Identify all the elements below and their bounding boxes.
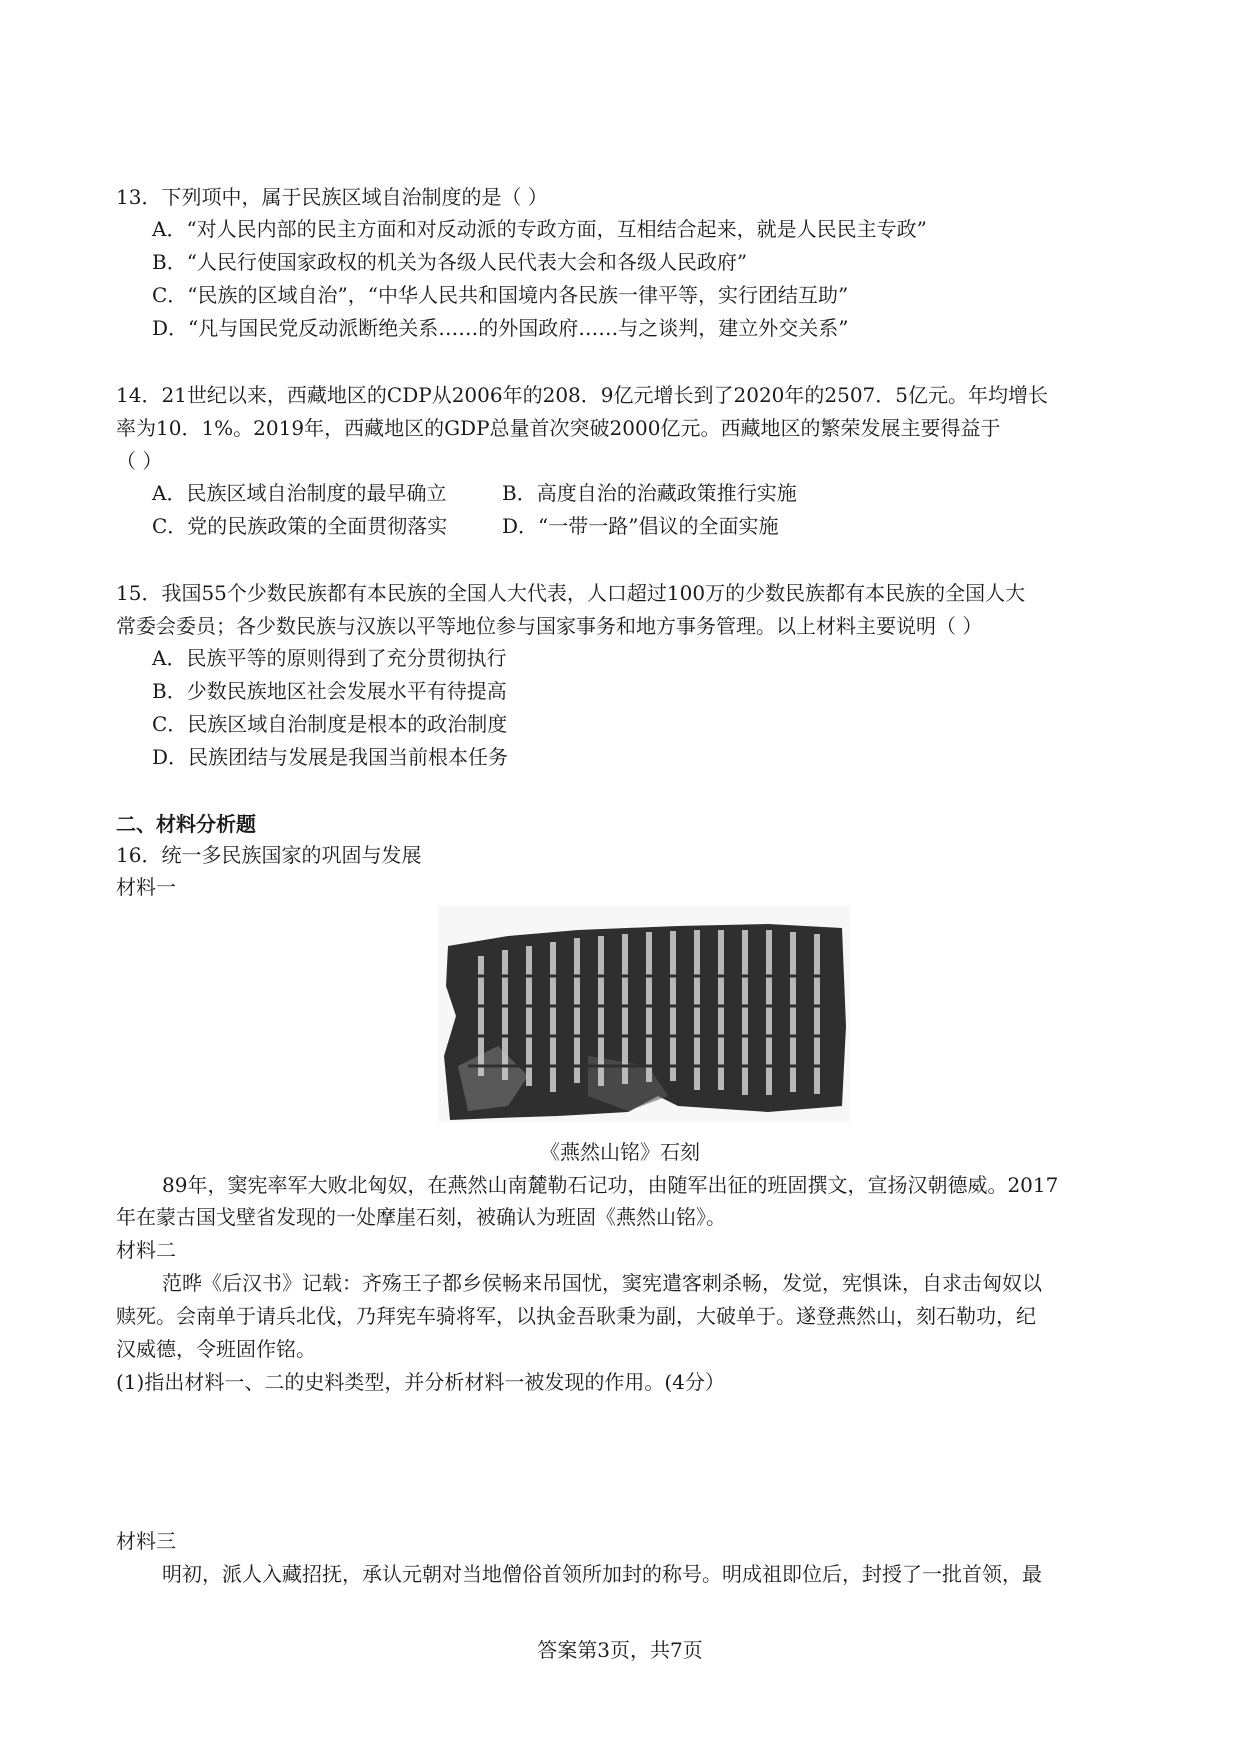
q14-option-b: B．高度自治的治藏政策推行实施 (502, 481, 797, 505)
material-2-label: 材料二 (116, 1238, 176, 1262)
q14-option-c: C．党的民族政策的全面贯彻落实 (152, 514, 448, 538)
q13-stem: 13．下列项中，属于民族区域自治制度的是（ ） (116, 185, 548, 209)
q16-title: 16．统一多民族国家的巩固与发展 (116, 843, 422, 867)
q15-option-a: A．民族平等的原则得到了充分贯彻执行 (152, 646, 507, 670)
q15-stem-line1: 15．我国55个少数民族都有本民族的全国人大代表，人口超过100万的少数民族都有本民族的全国人大 (116, 581, 1026, 605)
q14-options-row1 (152, 478, 1052, 508)
section-heading: 二、材料分析题 (116, 812, 256, 836)
material-2-text-line3: 汉威德，令班固作铭。 (116, 1337, 316, 1361)
q13-option-a: A．“对人民内部的民主方面和对反动派的专政方面，互相结合起来，就是人民民主专政” (152, 217, 927, 241)
material-1-text-line2: 年在蒙古国戈壁省发现的一处摩崖石刻，被确认为班固《燕然山铭》。 (116, 1205, 726, 1229)
material-1-label: 材料一 (116, 875, 176, 899)
q14-options-row2 (152, 511, 1052, 541)
q14-option-a: A．民族区域自治制度的最早确立 (152, 481, 447, 505)
sub-question-1: (1)指出材料一、二的史料类型，并分析材料一被发现的作用。(4分） (116, 1370, 725, 1394)
image-caption: 《燕然山铭》石刻 (540, 1140, 700, 1164)
q15-option-b: B．少数民族地区社会发展水平有待提高 (152, 679, 507, 703)
material-3-text-line1: 明初，派人入藏招抚，承认元朝对当地僧俗首领所加封的称号。明成祖即位后，封授了一批首领，最 (162, 1562, 1042, 1586)
material-1-text-line1: 89年，窦宪率军大败北匈奴，在燕然山南麓勒石记功，由随军出征的班固撰文，宣扬汉朝德威。2017 (162, 1173, 1059, 1197)
page-footer: 答案第3页，共7页 (537, 1638, 703, 1662)
material-3-label: 材料三 (116, 1529, 176, 1553)
material-2-text-line2: 赎死。会南单于请兵北伐，乃拜宪车骑将军，以执金吾耿秉为副，大破单于。遂登燕然山，刻石勒功，纪 (116, 1304, 1036, 1328)
q15-stem-line2: 常委会委员；各少数民族与汉族以平等地位参与国家事务和地方事务管理。以上材料主要说明（ ） (116, 614, 983, 638)
q14-stem-line3: （ ） (116, 449, 163, 473)
q14-stem-line1: 14．21世纪以来，西藏地区的CDP从2006年的208．9亿元增长到了2020年的2507．5亿元。年均增长 (116, 383, 1049, 407)
material-2-text-line1: 范晔《后汉书》记载：齐殇王子都乡侯畅来吊国忧，窦宪遣客刺杀畅，发觉，宪惧诛，自求击匈奴以 (162, 1271, 1042, 1295)
stone-inscription-image (438, 906, 850, 1122)
q15-option-c: C．民族区域自治制度是根本的政治制度 (152, 712, 508, 736)
q13-option-d: D．“凡与国民党反动派断绝关系……的外国政府……与之谈判，建立外交关系” (152, 316, 849, 340)
q13-option-b: B．“人民行使国家政权的机关为各级人民代表大会和各级人民政府” (152, 250, 748, 274)
q14-stem-line2: 率为10．1%。2019年，西藏地区的GDP总量首次突破2000亿元。西藏地区的繁荣发展主要得益于 (116, 416, 1001, 440)
q13-option-c: C．“民族的区域自治”，“中华人民共和国境内各民族一律平等，实行团结互助” (152, 283, 849, 307)
q15-option-d: D．民族团结与发展是我国当前根本任务 (152, 745, 509, 769)
q14-option-d: D．“一带一路”倡议的全面实施 (502, 514, 779, 538)
